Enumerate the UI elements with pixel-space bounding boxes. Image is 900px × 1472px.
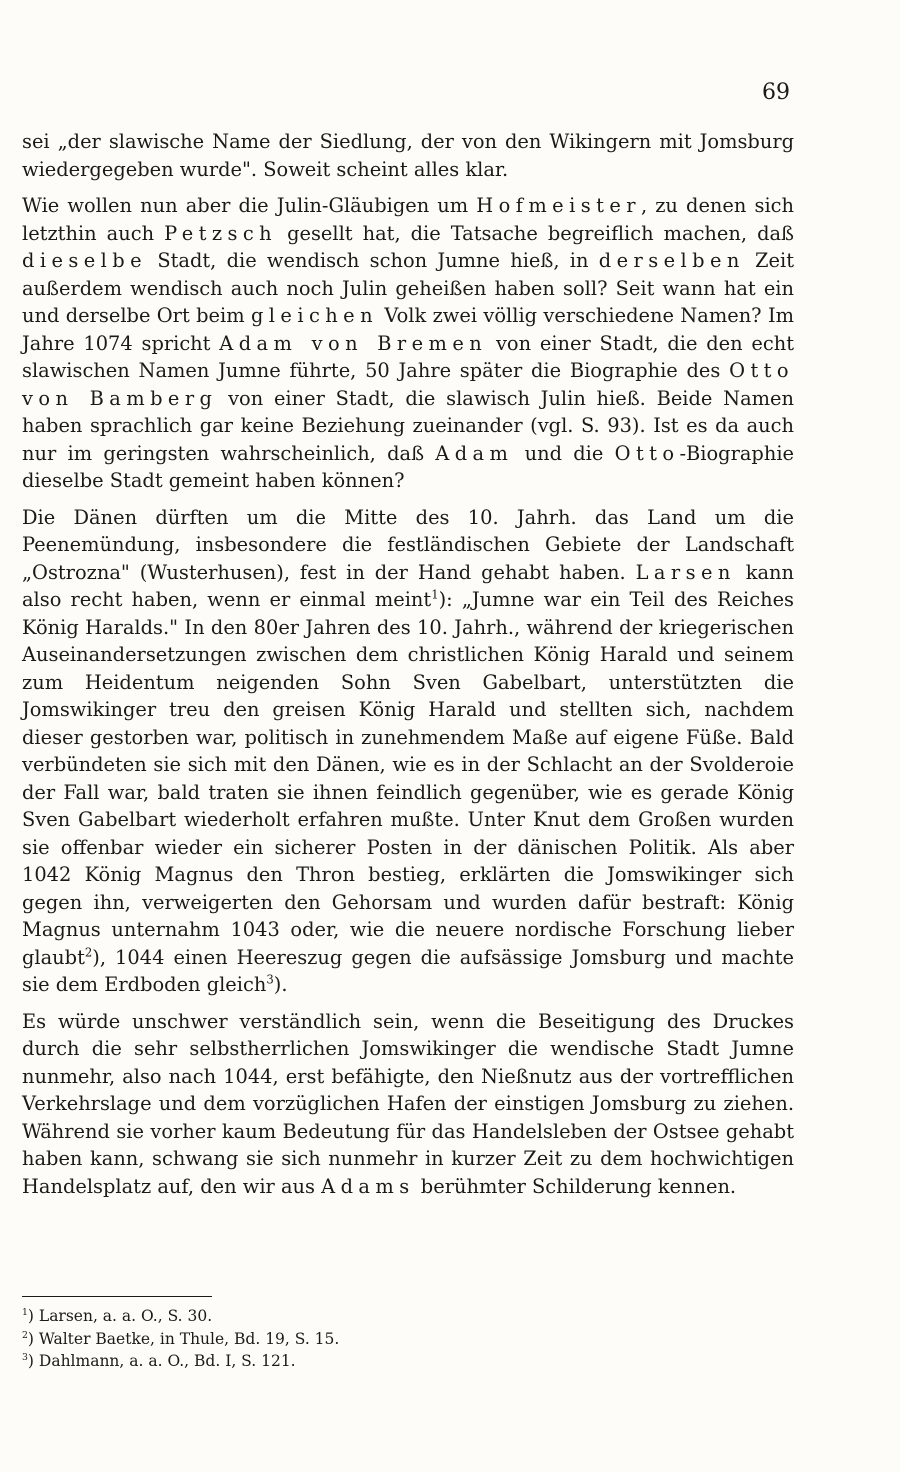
footnote-ref-3: 3 (266, 972, 274, 987)
paragraph-1: sei „der slawische Name der Siedlung, der von den Wikingern mit Jomsburg wiedergegeben wurde". Soweit scheint alles klar. (22, 130, 794, 181)
spaced-name: Otto (614, 441, 680, 465)
spaced-name: Larsen (635, 560, 736, 584)
spaced-word: gleichen (250, 304, 378, 327)
footnote: $^1$) Larsen, a. a. O., S. 30. (22, 1306, 213, 1325)
spaced-name: Otto von Bamberg (22, 359, 794, 410)
spaced-name: Adams (321, 1174, 415, 1198)
footnote-ref-2: 2 (84, 945, 93, 960)
spaced-name: Petzsch (164, 221, 278, 245)
spaced-name: Adam von Bremen (219, 331, 488, 355)
footnote-divider (22, 1296, 212, 1297)
paragraph-2: Wie wollen nun aber die Julin-Gläubigen um Hofmeister, zu denen sich letzthin auch Petzsch gesellt hat, die Tatsache begreiflich machen, daß dieselbe Stadt, die wendisch schon Jumne hieß, in derselben Zeit außerdem wendisch auch noch Julin geheißen haben soll? Seit wann hat ein und derselbe Ort beim gleichen Volk zwei völlig verschiedene Namen? Im Jahre 1074 spricht Adam von Bremen von einer Stadt, die den echt slawischen Namen Jumne führte, 50 Jahre später die Biographie des Otto von Bamberg von einer Stadt, die slawisch Julin hieß. Beide Namen haben sprachlich gar keine Beziehung zueinander (vgl. S. 93). Ist es da auch nur im geringsten wahrscheinlich, daß Adam und die Otto-Biographie dieselbe Stadt gemeint haben können? (22, 194, 794, 492)
spaced-name: Adam (435, 441, 514, 465)
footnotes (22, 1305, 794, 1373)
body-text (22, 128, 794, 1200)
paragraph-4: Es würde unschwer verständlich sein, wenn die Beseitigung des Druckes durch die sehr selbstherrlichen Jomswikinger die wendische Stadt Jumne nunmehr, also nach 1044, erst befähigte, den Nießnutz aus der vortrefflichen Verkehrslage und dem vorzüglichen Hafen der einstigen Jomsburg zu ziehen. Während sie vorher kaum Bedeutung für das Handelsleben der Ostsee gehabt haben kann, schwang sie sich nunmehr in kurzer Zeit zu dem hochwichtigen Handelsplatz auf, den wir aus Adams berühmter Schilderung kennen. (22, 1009, 794, 1198)
footnote: $^3$) Dahlmann, a. a. O., Bd. I, S. 121. (22, 1351, 296, 1370)
spaced-name: Hofmeister (476, 194, 641, 217)
footnote: $^2$) Walter Baetke, in Thule, Bd. 19, S. 15. (22, 1329, 340, 1348)
spaced-word: dieselbe (22, 249, 148, 272)
page-number: 69 (762, 80, 790, 105)
footnote-ref-1: 1 (431, 587, 439, 602)
paragraph-3: Die Dänen dürften um die Mitte des 10. Jahrh. das Land um die Peenemündung, insbesondere die festländischen Gebiete der Landschaft „Ostrozna" (Wusterhusen), fest in der Hand gehabt haben. Larsen kann also recht haben, wenn er einmal meint$^1$): „Jumne war ein Teil des Reiches König Haralds." In den 80er Jahren des 10. Jahrh., während der kriegerischen Auseinandersetzungen zwischen dem christlichen König Harald und seinem zum Heidentum neigenden Sohn Sven Gabelbart, unterstützten die Jomswikinger treu den greisen König Harald und stellten sich, nachdem dieser gestorben war, politisch in zunehmendem Maße auf eigene Füße. Bald verbündeten sie sich mit den Dänen, wie es in der Schlacht an der Svolderoie der Fall war, bald traten sie ihnen feindlich gegenüber, wie es gerade König Sven Gabelbart wiederholt erfahren mußte. Unter Knut dem Großen wurden sie offenbar wieder ein sicherer Posten in der dänischen Politik. Als aber 1042 König Magnus den Thron bestieg, erklärten die Jomswikinger sich gegen ihn, verweigerten den Gehorsam und wurden dafür bestraft: König Magnus unternahm 1043 oder, wie die neuere nordische Forschung lieber glaubt$^2$), 1044 einen Heereszug gegen die aufsässige Jomsburg und machte sie dem Erdboden gleich$^3$). (22, 505, 794, 996)
spaced-word: derselben (598, 249, 745, 272)
